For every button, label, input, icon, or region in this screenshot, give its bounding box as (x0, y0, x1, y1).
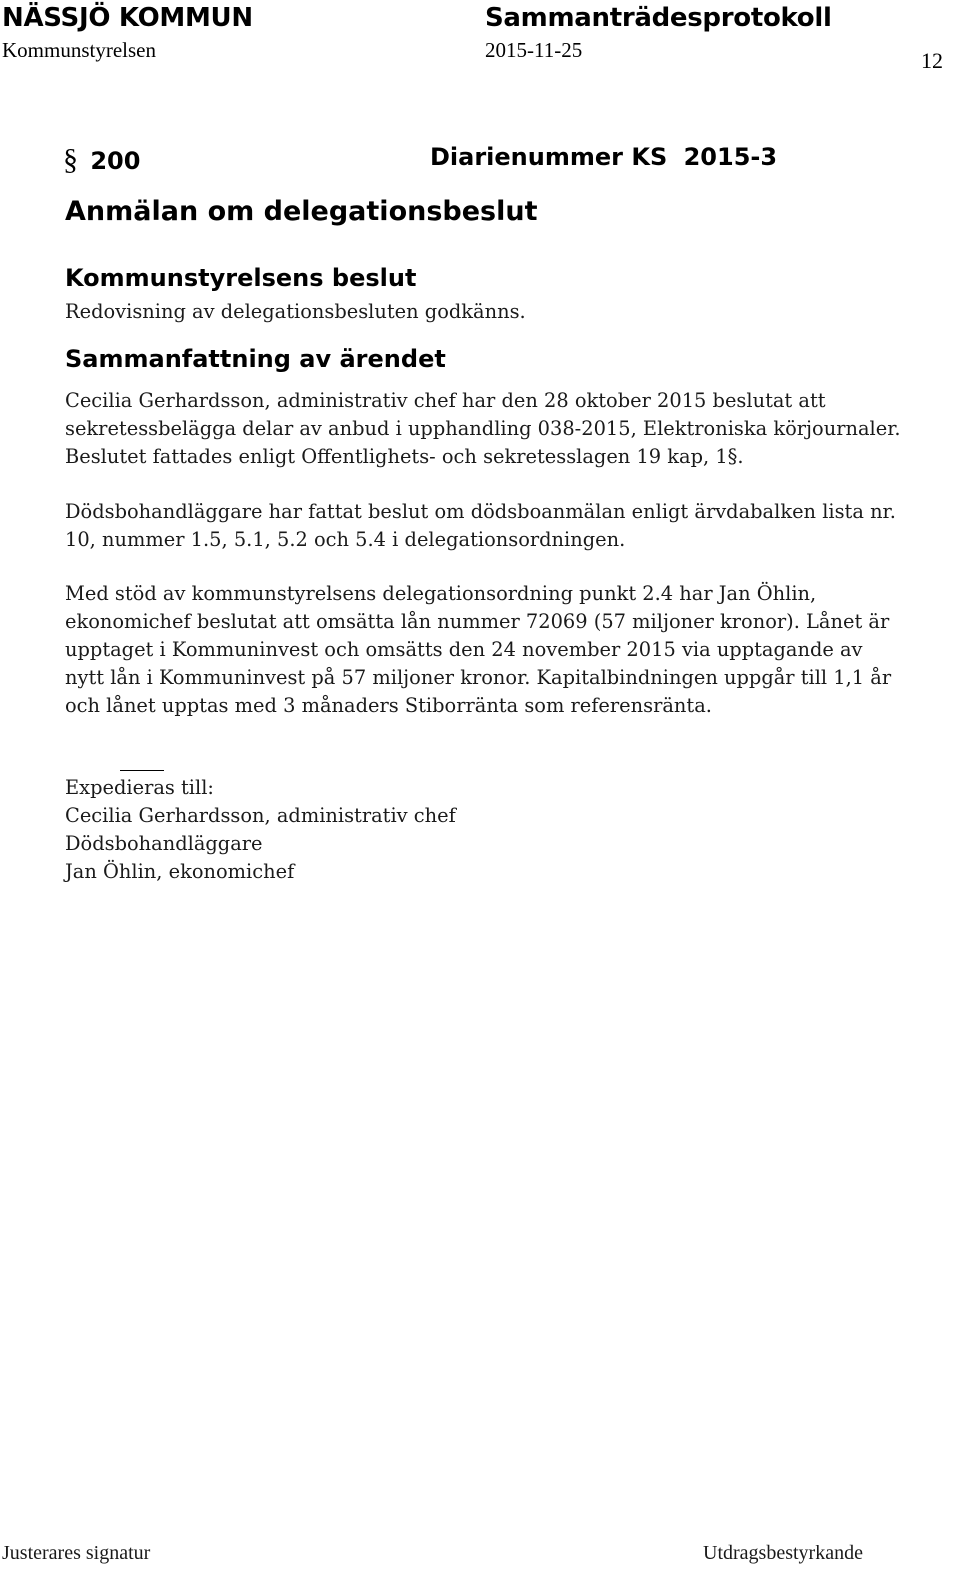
meeting-date: 2015-11-25 (485, 38, 583, 62)
distribution-label: Expedieras till: (65, 776, 214, 799)
document-type: Sammanträdesprotokoll (485, 3, 832, 33)
decision-line: Redovisning av delegationsbesluten godkänns. (65, 300, 526, 323)
summary-line: Beslutet fattades enligt Offentlighets- och sekretesslagen 19 kap, 1§. (65, 445, 744, 468)
summary-line: sekretessbelägga delar av anbud i upphandling 038-2015, Elektroniska körjournaler. (65, 417, 901, 440)
municipality-name: NÄSSJÖ KOMMUN (2, 3, 253, 33)
summary-line: upptaget i Kommuninvest och omsätts den 24 november 2015 via upptagande av (65, 638, 863, 661)
page-number: 12 (921, 48, 943, 73)
footer-certification-label: Utdragsbestyrkande (703, 1542, 863, 1564)
distribution-recipient: Jan Öhlin, ekonomichef (65, 860, 295, 883)
distribution-list (65, 774, 456, 886)
section-title: Anmälan om delegationsbeslut (65, 196, 538, 227)
distribution-recipient: Dödsbohandläggare (65, 832, 263, 855)
section-number: 200 (90, 147, 141, 175)
distribution-recipient: Cecilia Gerhardsson, administrativ chef (65, 804, 456, 827)
committee-name: Kommunstyrelsen (2, 38, 156, 62)
summary-line: 10, nummer 1.5, 5.1, 5.2 och 5.4 i delegationsordningen. (65, 528, 626, 551)
distribution-divider (120, 770, 164, 771)
summary-line: Dödsbohandläggare har fattat beslut om dödsboanmälan enligt ärvdabalken lista nr. (65, 500, 896, 523)
summary-line: Cecilia Gerhardsson, administrativ chef har den 28 oktober 2015 beslutat att (65, 389, 826, 412)
paragraph-sign: § (63, 143, 78, 176)
diary-number: 2015-3 (683, 143, 778, 171)
summary-paragraph-1 (65, 387, 901, 471)
decision-heading: Kommunstyrelsens beslut (65, 264, 417, 292)
summary-heading: Sammanfattning av ärendet (65, 345, 446, 373)
diary-label: Diarienummer KS (430, 143, 668, 171)
summary-line: och lånet upptas med 3 månaders Stiborränta som referensränta. (65, 694, 712, 717)
summary-line: nytt lån i Kommuninvest på 57 miljoner kronor. Kapitalbindningen uppgår till 1,1 år (65, 666, 892, 689)
summary-line: ekonomichef beslutat att omsätta lån nummer 72069 (57 miljoner kronor). Lånet är (65, 610, 890, 633)
section-line (63, 143, 140, 177)
summary-line: Med stöd av kommunstyrelsens delegationsordning punkt 2.4 har Jan Öhlin, (65, 582, 817, 605)
diary-reference (430, 143, 777, 171)
footer-signature-label: Justerares signatur (2, 1542, 151, 1564)
summary-paragraph-2 (65, 498, 896, 554)
decision-text (65, 298, 526, 326)
summary-paragraph-3 (65, 580, 891, 720)
